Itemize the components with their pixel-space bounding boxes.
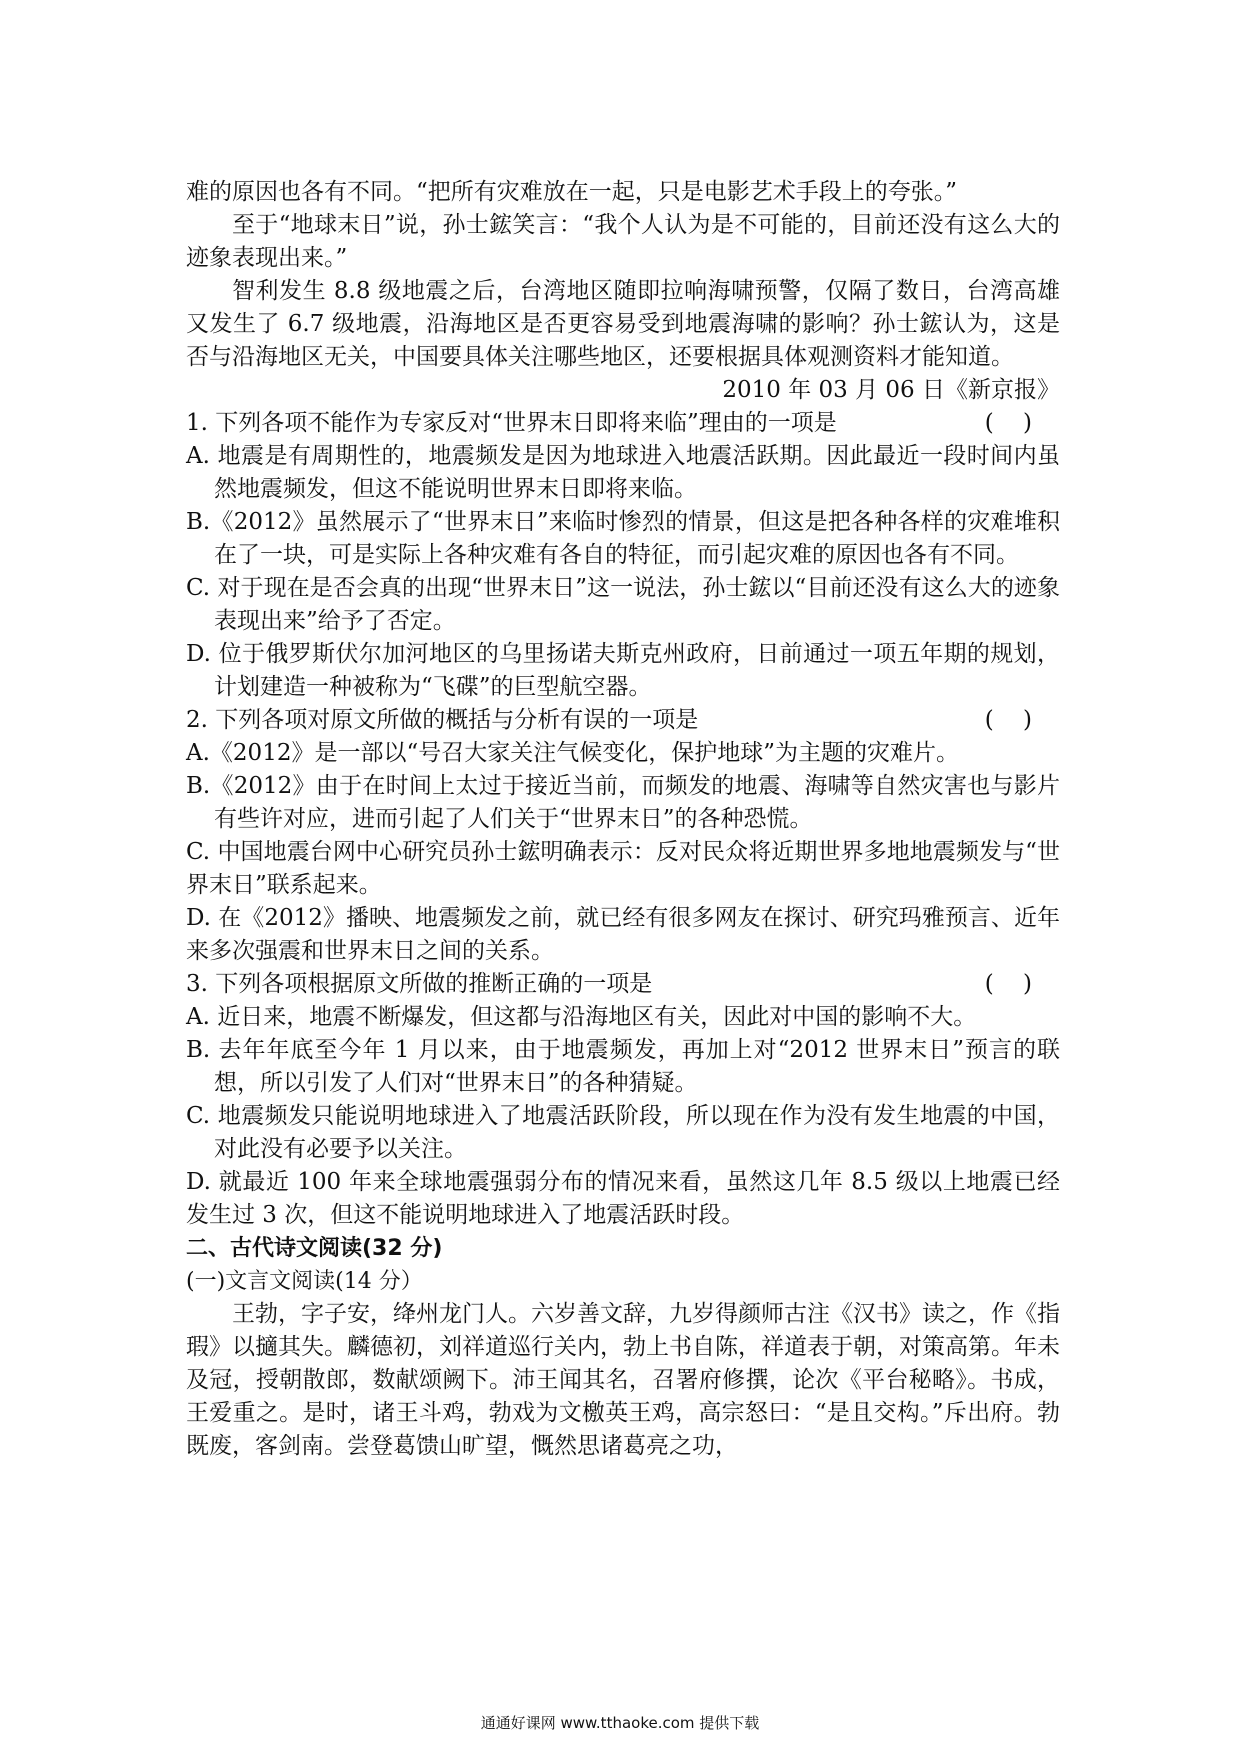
question-3-option-a: A. 近日来，地震不断爆发，但这都与沿海地区有关，因此对中国的影响不大。 [186, 1004, 977, 1030]
question-1-option-d: D. 位于俄罗斯伏尔加河地区的乌里扬诺夫斯克州政府，日前通过一项五年期的规划，计划建造一种被称为“飞碟”的巨型航空器。 [186, 641, 1060, 700]
passage-paragraph-3: 智利发生 8.8 级地震之后，台湾地区随即拉响海啸预警，仅隔了数日，台湾高雄又发生了 6.7 级地震，沿海地区是否更容易受到地震海啸的影响？孙士鋐认为，这是否与沿海地区无关，中国要具体关注哪些地区，还要根据具体观测资料才能知道。 [186, 278, 1060, 370]
question-1-option-b: B.《2012》虽然展示了“世界末日”来临时惨烈的情景，但这是把各种各样的灾难堆积在了一块，可是实际上各种灾难有各自的特征，而引起灾难的原因也各有不同。 [186, 509, 1060, 568]
question-stem-text: 2. 下列各项对原文所做的概括与分析有误的一项是 [186, 707, 699, 733]
answer-parentheses: ( ) [984, 410, 1032, 436]
passage-source: 2010 年 03 月 06 日《新京报》 [722, 377, 1060, 403]
question-2-option-d: D. 在《2012》播映、地震频发之前，就已经有很多网友在探讨、研究玛雅预言、近年来多次强震和世界末日之间的关系。 [186, 905, 1060, 964]
answer-parentheses: ( ) [984, 707, 1032, 733]
question-1-stem [186, 407, 1060, 440]
question-stem-text: 3. 下列各项根据原文所做的推断正确的一项是 [186, 971, 653, 997]
section-heading: 二、古代诗文阅读(32 分) [186, 1236, 443, 1261]
question-2-option-b: B.《2012》由于在时间上太过于接近当前，而频发的地震、海啸等自然灾害也与影片有些许对应，进而引起了人们关于“世界末日”的各种恐慌。 [186, 773, 1060, 832]
question-3-option-b: B. 去年年底至今年 1 月以来，由于地震频发，再加上对“2012 世界末日”预言的联想，所以引发了人们对“世界末日”的各种猜疑。 [186, 1037, 1060, 1096]
question-1-option-c: C. 对于现在是否会真的出现“世界末日”这一说法，孙士鋐以“目前还没有这么大的迹象表现出来”给予了否定。 [186, 575, 1060, 634]
passage-paragraph-2: 至于“地球末日”说，孙士鋐笑言：“我个人认为是不可能的，目前还没有这么大的迹象表现出来。” [186, 212, 1060, 271]
answer-parentheses: ( ) [984, 971, 1032, 997]
question-2-option-c: C. 中国地震台网中心研究员孙士鋐明确表示：反对民众将近期世界多地地震频发与“世界末日”联系起来。 [186, 839, 1060, 898]
page-footer: 通通好课网 www.tthaoke.com 提供下载 [480, 1714, 760, 1732]
passage-paragraph-1: 难的原因也各有不同。“把所有灾难放在一起，只是电影艺术手段上的夸张。” [186, 179, 958, 205]
question-3-option-d: D. 就最近 100 年来全球地震强弱分布的情况来看，虽然这几年 8.5 级以上地震已经发生过 3 次，但这不能说明地球进入了地震活跃时段。 [186, 1169, 1060, 1228]
question-stem-text: 1. 下列各项不能作为专家反对“世界末日即将来临”理由的一项是 [186, 410, 837, 436]
document-page [186, 0, 1060, 1463]
question-3-stem [186, 968, 1060, 1001]
section-subheading: (一)文言文阅读(14 分） [186, 1269, 423, 1294]
question-1-option-a: A. 地震是有周期性的，地震频发是因为地球进入地震活跃期。因此最近一段时间内虽然地震频发，但这不能说明世界末日即将来临。 [186, 443, 1060, 502]
classical-text: 王勃，字子安，绛州龙门人。六岁善文辞，九岁得颜师古注《汉书》读之，作《指瑕》以擿其失。麟德初，刘祥道巡行关内，勃上书自陈，祥道表于朝，对策高第。年未及冠，授朝散郎，数献颂阙下。沛王闻其名，召署府修撰，论次《平台秘略》。书成，王爱重之。是时，诸王斗鸡，勃戏为文檄英王鸡，高宗怒曰：“是且交构。”斥出府。勃既废，客剑南。尝登葛馈山旷望，慨然思诸葛亮之功， [186, 1301, 1060, 1459]
question-2-option-a: A.《2012》是一部以“号召大家关注气候变化，保护地球”为主题的灾难片。 [186, 740, 959, 766]
question-2-stem [186, 704, 1060, 737]
question-3-option-c: C. 地震频发只能说明地球进入了地震活跃阶段，所以现在作为没有发生地震的中国，对此没有必要予以关注。 [186, 1103, 1060, 1162]
